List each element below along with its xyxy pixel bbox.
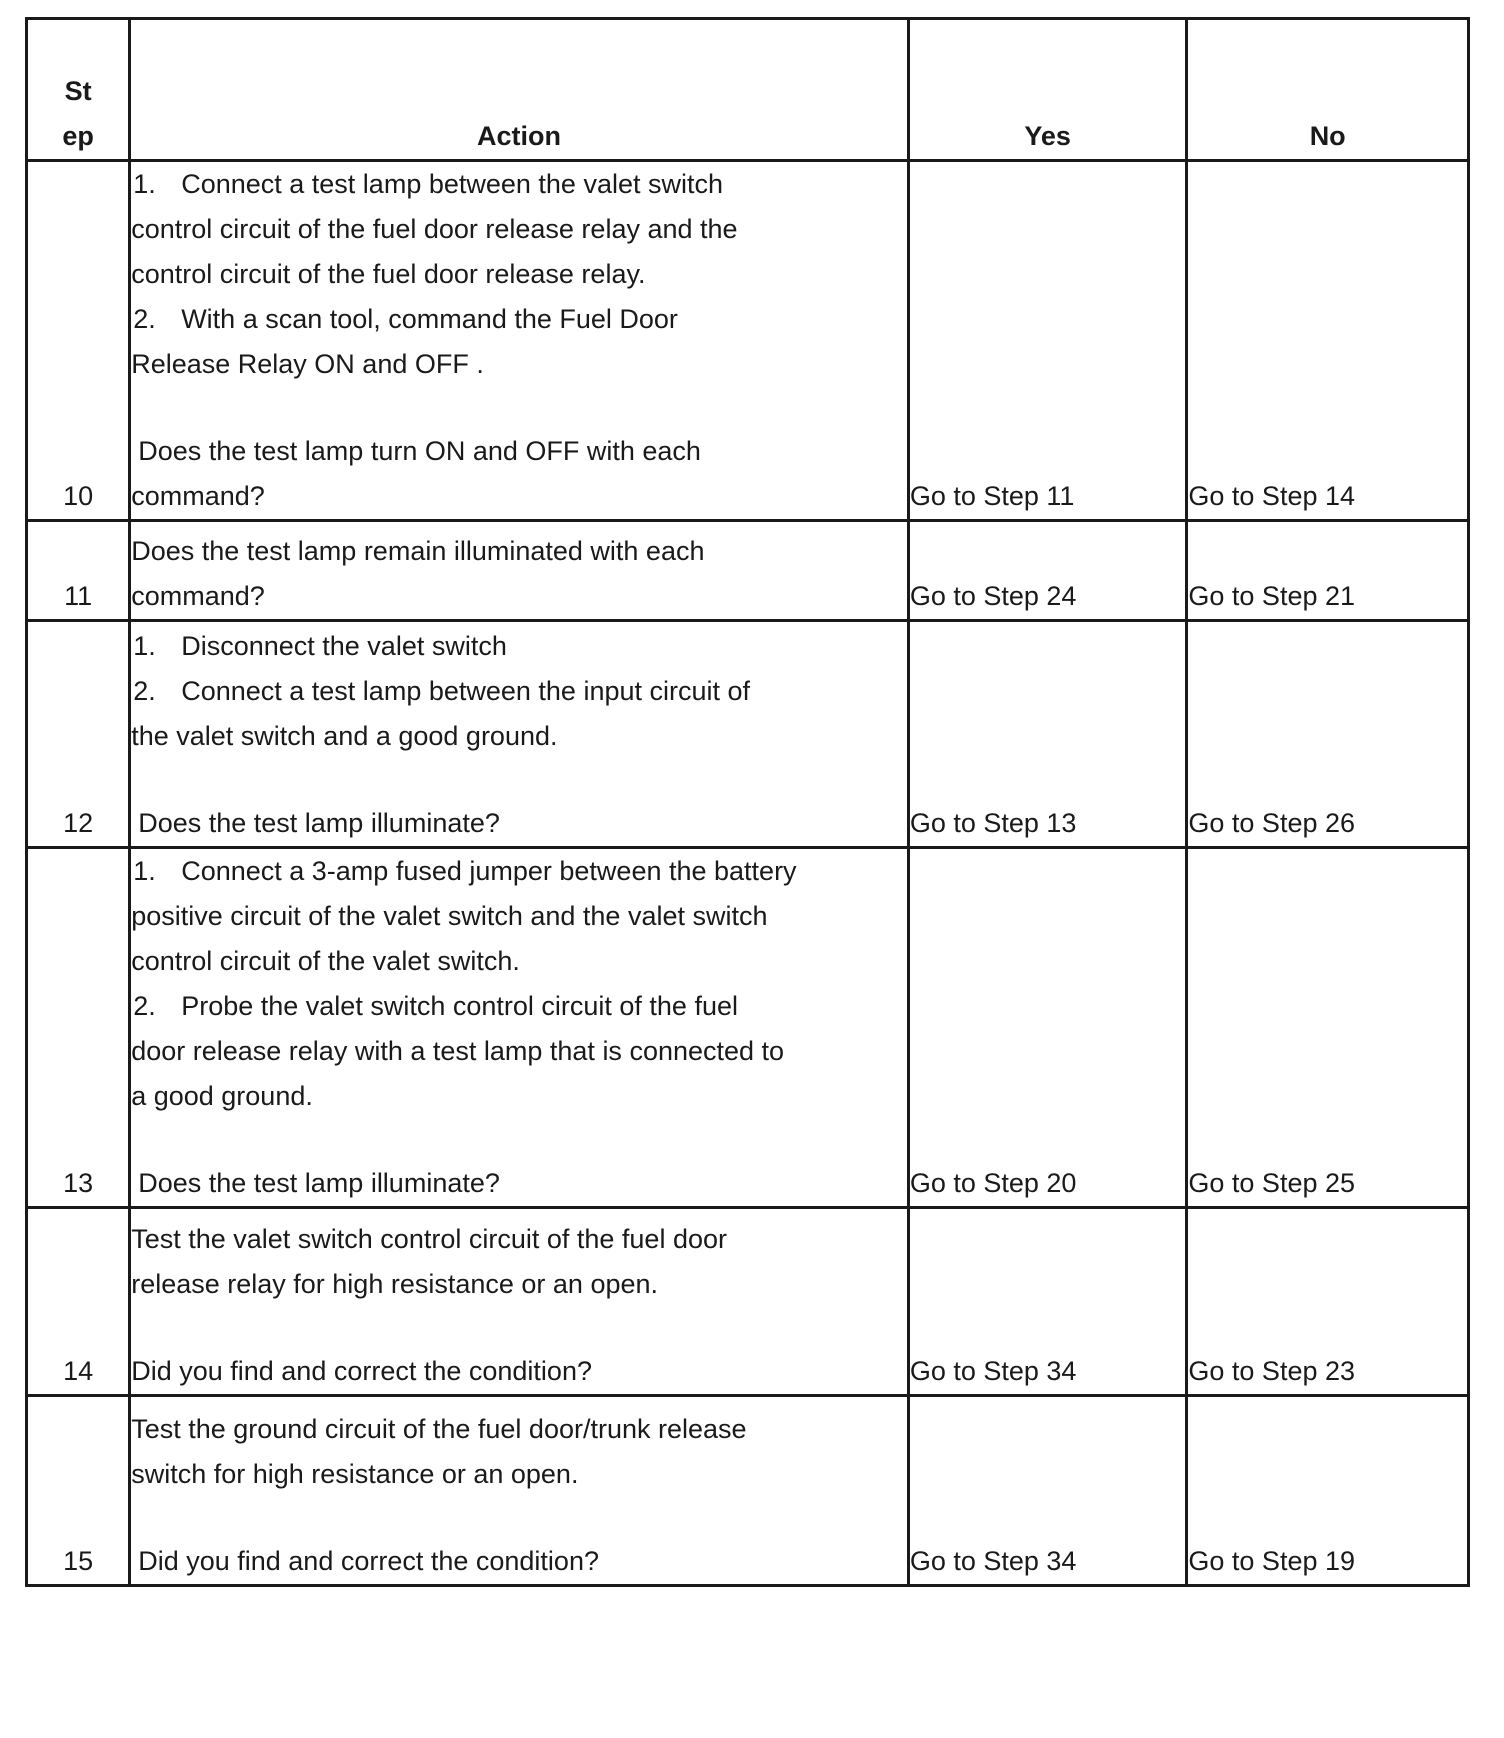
action-cell: Test the ground circuit of the fuel door/trunk release switch for high resistance or an open. Did you find and correct the condition? bbox=[130, 1396, 909, 1586]
step-number: 15 bbox=[27, 1396, 130, 1586]
yes-result: Go to Step 11 bbox=[908, 161, 1187, 521]
yes-result: Go to Step 34 bbox=[908, 1396, 1187, 1586]
action-cell: 1. Connect a 3-amp fused jumper between the battery positive circuit of the valet switch and the valet switch control circuit of the valet switch. 2. Probe the valet switch control circuit of the fuel door release relay with a test lamp that is connected to a good ground. Does the test lamp illuminate? bbox=[130, 848, 909, 1208]
header-yes: Yes bbox=[908, 19, 1187, 161]
header-no: No bbox=[1187, 19, 1469, 161]
table-row bbox=[27, 521, 1469, 621]
action-cell: Test the valet switch control circuit of the fuel door release relay for high resistance or an open. Did you find and correct the condition? bbox=[130, 1208, 909, 1396]
table-row bbox=[27, 161, 1469, 521]
diagnostic-table bbox=[25, 17, 1470, 1587]
action-cell: 1. Disconnect the valet switch 2. Connect a test lamp between the input circuit of the valet switch and a good ground. Does the test lamp illuminate? bbox=[130, 621, 909, 848]
header-action: Action bbox=[130, 19, 909, 161]
header-row bbox=[27, 19, 1469, 161]
no-result: Go to Step 25 bbox=[1187, 848, 1469, 1208]
no-result: Go to Step 23 bbox=[1187, 1208, 1469, 1396]
action-cell: 1. Connect a test lamp between the valet switch control circuit of the fuel door release relay and the control circuit of the fuel door release relay. 2. With a scan tool, command the Fuel Door Release Relay ON and OFF . Does the test lamp turn ON and OFF with each command? bbox=[130, 161, 909, 521]
table-row bbox=[27, 1396, 1469, 1586]
no-result: Go to Step 26 bbox=[1187, 621, 1469, 848]
yes-result: Go to Step 20 bbox=[908, 848, 1187, 1208]
step-number: 10 bbox=[27, 161, 130, 521]
no-result: Go to Step 19 bbox=[1187, 1396, 1469, 1586]
table-row bbox=[27, 1208, 1469, 1396]
yes-result: Go to Step 24 bbox=[908, 521, 1187, 621]
step-number: 12 bbox=[27, 621, 130, 848]
step-number: 11 bbox=[27, 521, 130, 621]
step-number: 13 bbox=[27, 848, 130, 1208]
yes-result: Go to Step 34 bbox=[908, 1208, 1187, 1396]
yes-result: Go to Step 13 bbox=[908, 621, 1187, 848]
step-number: 14 bbox=[27, 1208, 130, 1396]
no-result: Go to Step 14 bbox=[1187, 161, 1469, 521]
table-row bbox=[27, 848, 1469, 1208]
table-row bbox=[27, 621, 1469, 848]
header-step: St ep bbox=[27, 19, 130, 161]
no-result: Go to Step 21 bbox=[1187, 521, 1469, 621]
action-cell: Does the test lamp remain illuminated with each command? bbox=[130, 521, 909, 621]
